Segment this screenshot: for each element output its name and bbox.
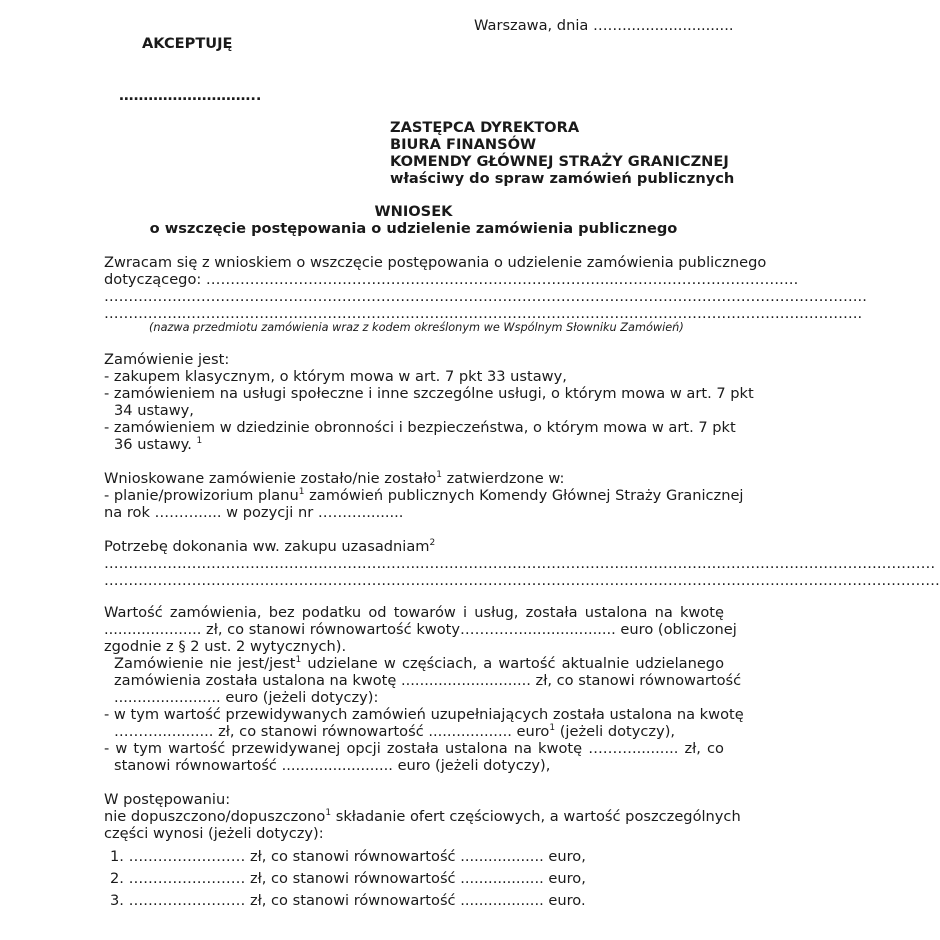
procedure-line2: nie dopuszczono/dopuszczono$^1$ składanie ofert częściowych, a wartość poszczególnych	[104, 808, 741, 825]
list-item: 1. …………………… zł, co stanowi równowartość .................. euro,	[110, 848, 586, 865]
request-line2: dotyczącego: ………………………………………………………………………....……………………………….	[104, 271, 799, 288]
approval-line3: na rok ………..... w pozycji nr ……….........	[104, 504, 404, 521]
request-dots-line1: ……………..…………………………………………………………………………………………………………………………..	[104, 288, 867, 305]
value-line10: stanowi równowartość ........................ euro (jeżeli dotyczy),	[114, 757, 551, 774]
value-line5: zamówienia została ustalona na kwotę ............................ zł, co stanowi równowartość	[114, 672, 742, 689]
value-line2: ..................... zł, co stanowi równowartość kwoty…………..................... euro (obliczonej	[104, 621, 737, 638]
order-type-item3-cont: 36 ustawy. $^1$	[114, 436, 203, 453]
value-line4: Zamówienie nie jest/jest$^1$ udzielane w częściach, a wartość aktualnie udzielanego	[114, 655, 724, 672]
addressee-line3: KOMENDY GŁÓWNEJ STRAŻY GRANICZNEJ	[390, 153, 729, 170]
approval-line2: - planie/prowizorium planu$^1$ zamówień publicznych Komendy Głównej Straży Granicznej	[104, 487, 744, 504]
request-dots-line2: ……………..………………………………………………………………………………………………………………………….	[104, 305, 863, 322]
place-date: Warszawa, dnia ……........................	[474, 17, 734, 34]
document-subtitle: o wszczęcie postępowania o udzielenie zamówienia publicznego	[149, 220, 678, 237]
justification-heading: Potrzebę dokonania ww. zakupu uzasadniam$^2$	[104, 538, 436, 555]
list-item: 2. …………………… zł, co stanowi równowartość .................. euro,	[110, 870, 586, 887]
value-line8: ………............ zł, co stanowi równowartość .................. euro$^1$ (jeżeli dotyczy),	[114, 723, 676, 740]
addressee-line1: ZASTĘPCA DYREKTORA	[390, 119, 580, 136]
order-type-item2-cont: 34 ustawy,	[114, 402, 194, 419]
accept-signature-line: ………………………..	[119, 87, 262, 104]
addressee-line2: BIURA FINANSÓW	[390, 136, 537, 153]
value-line6: ....................... euro (jeżeli dotyczy):	[114, 689, 379, 706]
list-item: 3. …………………… zł, co stanowi równowartość .................. euro.	[110, 892, 586, 909]
value-line9: - w tym wartość przewidywanej opcji została ustalona na kwotę ……….......... zł, co	[104, 740, 724, 757]
order-type-item3: - zamówieniem w dziedzinie obronności i bezpieczeństwa, o którym mowa w art. 7 pkt	[104, 419, 736, 436]
procedure-line1: W postępowaniu:	[104, 791, 231, 808]
order-type-heading: Zamówienie jest:	[104, 351, 230, 368]
order-type-item2: - zamówieniem na usługi społeczne i inne szczególne usługi, o którym mowa w art. 7 pkt	[104, 385, 754, 402]
request-caption: (nazwa przedmiotu zamówienia wraz z kodem określonym we Wspólnym Słowniku Zamówień)	[149, 321, 684, 334]
order-type-item1: - zakupem klasycznym, o którym mowa w art. 7 pkt 33 ustawy,	[104, 368, 567, 385]
value-line1: Wartość zamówienia, bez podatku od towarów i usług, została ustalona na kwotę	[104, 604, 724, 621]
justification-dots-line2: …………………………………………………………..………………………………………………………………..…………………………	[104, 572, 940, 589]
justification-dots-line1: ………………………………………………………..…………………………………………………….………………………………………	[104, 555, 936, 572]
document-title: WNIOSEK	[374, 203, 453, 220]
request-line1: Zwracam się z wnioskiem o wszczęcie postępowania o udzielenie zamówienia publicznego	[104, 254, 767, 271]
approval-line1: Wnioskowane zamówienie zostało/nie zostało$^1$ zatwierdzone w:	[104, 470, 565, 487]
footnote-ref: 1	[196, 436, 203, 446]
value-line3: zgodnie z § 2 ust. 2 wytycznych).	[104, 638, 347, 655]
accept-label: AKCEPTUJĘ	[142, 35, 233, 52]
procedure-line3: części wynosi (jeżeli dotyczy):	[104, 825, 324, 842]
value-line7: - w tym wartość przewidywanych zamówień uzupełniających została ustalona na kwotę	[104, 706, 744, 723]
addressee-line4: właściwy do spraw zamówień publicznych	[390, 170, 735, 187]
